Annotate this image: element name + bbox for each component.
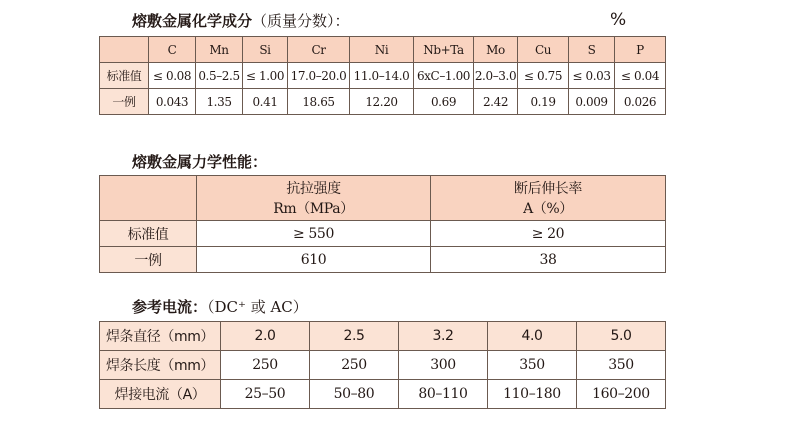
value-cell: 12.20	[350, 89, 414, 115]
value-cell: 18.65	[288, 89, 350, 115]
value-cell: 110–180	[488, 380, 577, 409]
table-row	[100, 221, 666, 247]
value-cell: ≤ 0.08	[149, 63, 196, 89]
value-cell: 50–80	[310, 380, 399, 409]
value-cell: 11.0–14.0	[350, 63, 414, 89]
value-cell: 0.19	[518, 89, 569, 115]
current-title-text: 参考电流：	[132, 298, 208, 316]
value-cell: 0.69	[414, 89, 474, 115]
table-row	[100, 247, 666, 273]
current-title	[132, 297, 308, 317]
composition-title	[132, 11, 350, 31]
composition-header-row	[100, 37, 666, 63]
value-cell: 80–110	[399, 380, 488, 409]
row-label: 一例	[100, 89, 149, 115]
table-row	[100, 380, 666, 409]
value-cell: 350	[488, 351, 577, 380]
composition-table	[99, 36, 666, 115]
value-cell: 5.0	[577, 322, 666, 351]
table-row	[100, 322, 666, 351]
composition-header-cell: Cu	[518, 37, 569, 63]
composition-header-cell: Mo	[474, 37, 518, 63]
mechanical-corner-cell	[100, 176, 197, 221]
composition-header-cell: Ni	[350, 37, 414, 63]
current-subtitle: （DC⁺ 或 AC）	[207, 298, 308, 316]
current-table	[99, 321, 666, 409]
value-cell: ≤ 0.75	[518, 63, 569, 89]
value-cell: 6xC–1.00	[414, 63, 474, 89]
value-cell: 2.0	[221, 322, 310, 351]
header-line: 断后伸长率	[514, 181, 582, 197]
row-label: 焊条直径（mm）	[100, 322, 221, 351]
header-line: A（%）	[523, 201, 573, 217]
value-cell: 250	[221, 351, 310, 380]
mechanical-header-row	[100, 176, 666, 221]
composition-subtitle: （质量分数）：	[252, 12, 350, 30]
value-cell: 2.0–3.0	[474, 63, 518, 89]
value-cell: 38	[431, 247, 666, 273]
composition-header-cell: S	[569, 37, 615, 63]
value-cell: 25–50	[221, 380, 310, 409]
value-cell: 610	[197, 247, 431, 273]
row-label: 标准值	[100, 221, 197, 247]
mechanical-title: 熔敷金属力学性能：	[132, 153, 268, 171]
mechanical-header-cell	[197, 176, 431, 221]
header-line: Rm（MPa）	[273, 201, 354, 217]
value-cell: 0.41	[243, 89, 288, 115]
composition-header-cell: C	[149, 37, 196, 63]
composition-header-cell: Nb+Ta	[414, 37, 474, 63]
value-cell: 17.0–20.0	[288, 63, 350, 89]
mechanical-table	[99, 175, 666, 273]
table-row	[100, 63, 666, 89]
value-cell: ≤ 0.03	[569, 63, 615, 89]
composition-header-cell: Si	[243, 37, 288, 63]
value-cell: 0.026	[615, 89, 666, 115]
table-row	[100, 351, 666, 380]
value-cell: 0.009	[569, 89, 615, 115]
value-cell: ≤ 1.00	[243, 63, 288, 89]
composition-unit: %	[610, 10, 627, 30]
composition-corner-cell	[100, 37, 149, 63]
value-cell: 2.42	[474, 89, 518, 115]
value-cell: 0.5–2.5	[196, 63, 243, 89]
value-cell: ≥ 20	[431, 221, 666, 247]
composition-title-text: 熔敷金属化学成分	[132, 12, 253, 30]
value-cell: ≤ 0.04	[615, 63, 666, 89]
value-cell: 0.043	[149, 89, 196, 115]
value-cell: 4.0	[488, 322, 577, 351]
composition-header-cell: Cr	[288, 37, 350, 63]
value-cell: 160–200	[577, 380, 666, 409]
value-cell: 300	[399, 351, 488, 380]
value-cell: 3.2	[399, 322, 488, 351]
row-label: 标准值	[100, 63, 149, 89]
value-cell: 2.5	[310, 322, 399, 351]
value-cell: ≥ 550	[197, 221, 431, 247]
row-label: 焊条长度（mm）	[100, 351, 221, 380]
composition-header-cell: Mn	[196, 37, 243, 63]
mechanical-header-cell	[431, 176, 666, 221]
value-cell: 1.35	[196, 89, 243, 115]
composition-header-cell: P	[615, 37, 666, 63]
table-row	[100, 89, 666, 115]
value-cell: 250	[310, 351, 399, 380]
value-cell: 350	[577, 351, 666, 380]
row-label: 焊接电流（A）	[100, 380, 221, 409]
row-label: 一例	[100, 247, 197, 273]
header-line: 抗拉强度	[286, 181, 341, 197]
